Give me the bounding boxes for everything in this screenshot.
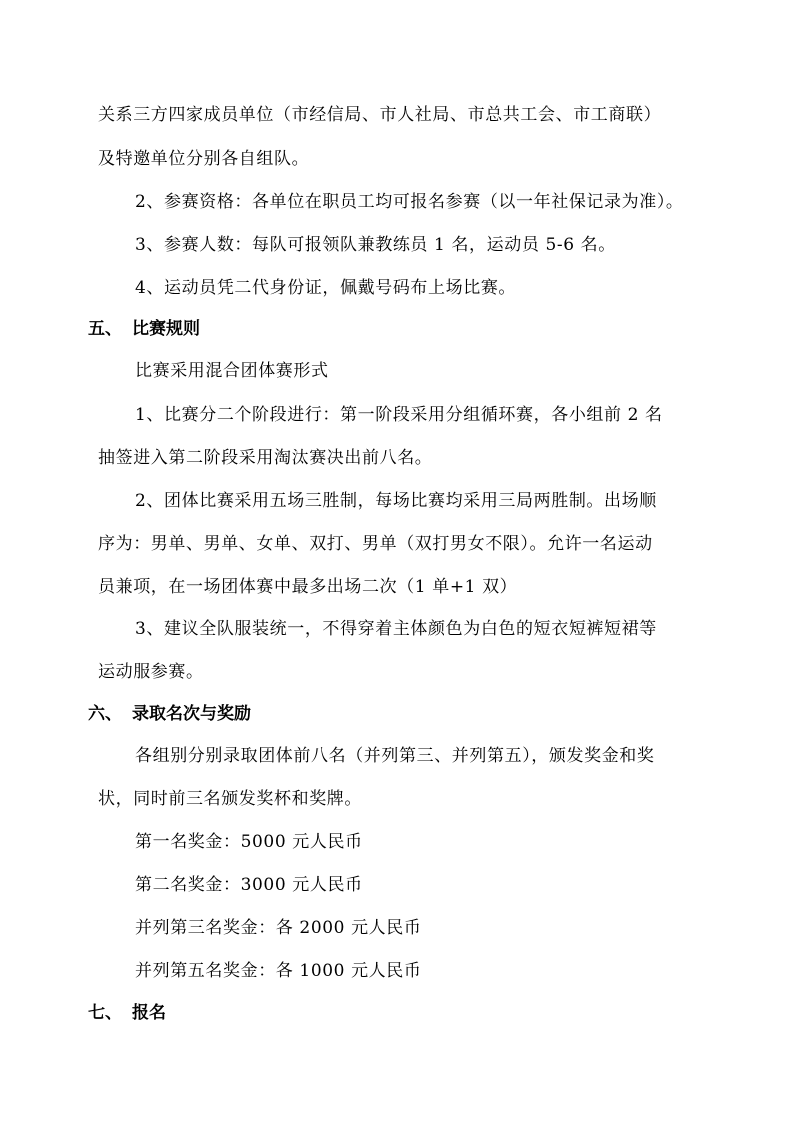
section5-rule3-line1: 3、建议全队服装统一，不得穿着主体颜色为白色的短衣短裤短裙等	[135, 619, 657, 639]
intro-line-2: 及特邀单位分别各自组队。	[98, 149, 310, 169]
section5-heading	[88, 318, 200, 340]
section7-heading	[88, 1002, 166, 1024]
section5-title: 比赛规则	[132, 319, 200, 339]
section5-rule2-line3: 员兼项，在一场团体赛中最多出场二次（1 单+1 双）	[98, 577, 518, 597]
section4-item-3: 3、参赛人数：每队可报领队兼教练员 1 名，运动员 5-6 名。	[135, 235, 616, 255]
prize-second: 第二名奖金：3000 元人民币	[135, 875, 363, 895]
section5-rule1-line1: 1、比赛分二个阶段进行：第一阶段采用分组循环赛，各小组前 2 名	[135, 405, 663, 425]
section6-lead-line2: 状，同时前三名颁发奖杯和奖牌。	[98, 789, 362, 809]
prize-third-tied: 并列第三名奖金：各 2000 元人民币	[135, 918, 422, 938]
section6-number: 六、	[88, 704, 122, 724]
prize-fifth-tied: 并列第五名奖金：各 1000 元人民币	[135, 961, 422, 981]
section6-lead-line1: 各组别分别录取团体前八名（并列第三、并列第五），颁发奖金和奖	[135, 746, 655, 766]
section6-heading	[88, 703, 251, 725]
section5-rule2-line1: 2、团体比赛采用五场三胜制，每场比赛均采用三局两胜制。出场顺	[135, 491, 657, 511]
prize-first: 第一名奖金：5000 元人民币	[135, 832, 363, 852]
section5-number: 五、	[88, 319, 122, 339]
section5-rule2-line2: 序为：男单、男单、女单、双打、男单（双打男女不限）。允许一名运动	[98, 534, 653, 554]
section5-rule3-line2: 运动服参赛。	[98, 662, 204, 682]
section7-title: 报名	[132, 1003, 166, 1023]
section4-item-4: 4、运动员凭二代身份证，佩戴号码布上场比赛。	[135, 278, 517, 298]
section6-title: 录取名次与奖励	[132, 704, 251, 724]
section5-lead: 比赛采用混合团体赛形式	[135, 361, 329, 381]
intro-line-1: 关系三方四家成员单位（市经信局、市人社局、市总共工会、市工商联）	[98, 105, 662, 125]
section7-number: 七、	[88, 1003, 122, 1023]
section5-rule1-line2: 抽签进入第二阶段采用淘汰赛决出前八名。	[98, 448, 433, 468]
section4-item-2: 2、参赛资格：各单位在职员工均可报名参赛（以一年社保记录为准）。	[135, 192, 684, 212]
